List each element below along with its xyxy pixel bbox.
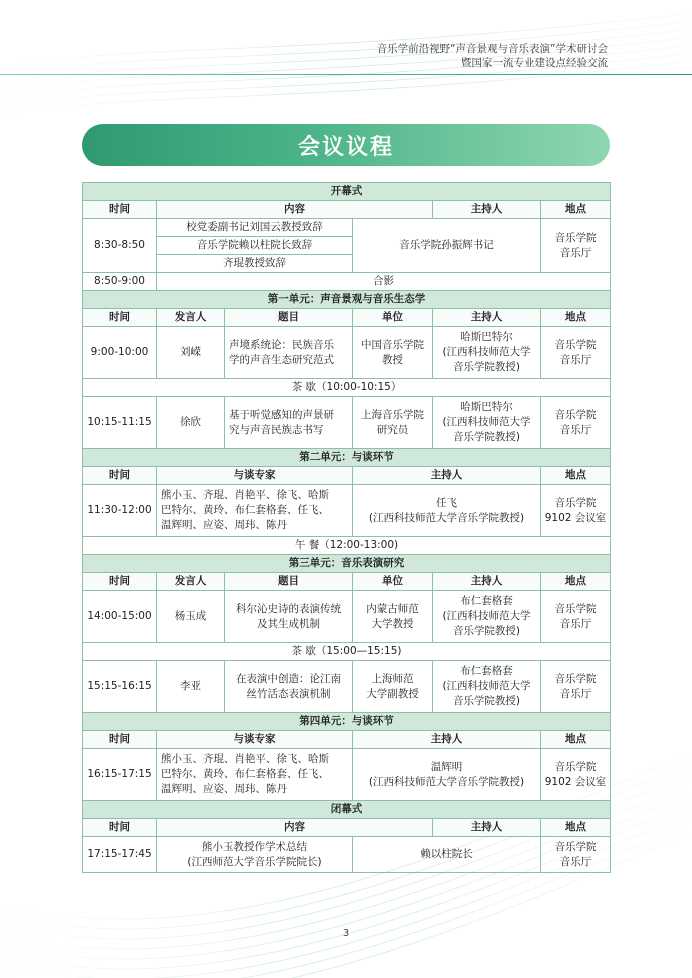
section-row-opening: 开幕式 [83,183,611,201]
header-row: 时间 内容 主持人 地点 [83,201,611,219]
table-row: 15:15-16:15 李亚 在表演中创造：论江南 丝竹活态表演机制 上海师范 大学副教授 布仁套格套 (江西科技师范大学 音乐学院教授) 音乐学院 音乐厅 [83,661,611,713]
header-row: 时间 发言人 题目 单位 主持人 地点 [83,573,611,591]
section-row-unit3: 第三单元：音乐表演研究 [83,555,611,573]
break-row: 茶 歇（15:00—15:15) [83,643,611,661]
table-row: 齐琨教授致辞 [83,255,611,273]
page-header [377,42,608,70]
table-row: 16:15-17:15 熊小玉、齐琨、肖艳平、徐飞、哈斯 巴特尔、黄玲、布仁套格套、任飞、 温辉明、应姿、周玮、陈丹 温辉明 (江西科技师范大学音乐学院教授) 音乐学院 9102 会议室 [83,749,611,801]
header-row: 时间 发言人 题目 单位 主持人 地点 [83,309,611,327]
lunch-row: 午 餐（12:00-13:00) [83,537,611,555]
section-row-unit1: 第一单元：声音景观与音乐生态学 [83,291,611,309]
table-row: 8:30-8:50 校党委副书记刘国云教授致辞 音乐学院孙振辉书记 音乐学院 音乐厅 [83,219,611,237]
section-row-unit2: 第二单元：与谈环节 [83,449,611,467]
title-banner [82,124,610,166]
table-row: 11:30-12:00 熊小玉、齐琨、肖艳平、徐飞、哈斯 巴特尔、黄玲、布仁套格套、任飞、 温辉明、应姿、周玮、陈丹 任飞 (江西科技师范大学音乐学院教授) 音乐学院 9102 会议室 [83,485,611,537]
page-title: 会议议程 [297,134,394,160]
table-row: 14:00-15:00 杨玉成 科尔沁史诗的表演传统 及其生成机制 内蒙古师范 大学教授 布仁套格套 (江西科技师范大学 音乐学院教授) 音乐学院 音乐厅 [83,591,611,643]
section-row-closing: 闭幕式 [83,801,611,819]
break-row: 茶 歇（10:00-10:15） [83,379,611,397]
header-divider [0,74,692,75]
header-row: 时间 与谈专家 主持人 地点 [83,731,611,749]
table-row: 8:50-9:00 合影 [83,273,611,291]
table-row: 音乐学院赖以柱院长致辞 [83,237,611,255]
table-row: 9:00-10:00 刘嵘 声境系统论：民族音乐 学的声音生态研究范式 中国音乐学院 教授 哈斯巴特尔 (江西科技师范大学 音乐学院教授) 音乐学院 音乐厅 [83,327,611,379]
table-row: 17:15-17:45 熊小玉教授作学术总结 (江西师范大学音乐学院院长) 赖以柱院长 音乐学院 音乐厅 [83,837,611,873]
page-number: 3 [342,928,350,939]
header-line-1: 音乐学前沿视野“声音景观与音乐表演”学术研讨会 [376,43,608,55]
agenda-table [82,182,611,873]
table-row: 10:15-11:15 徐欣 基于听觉感知的声景研 究与声音民族志书写 上海音乐学院 研究员 哈斯巴特尔 (江西科技师范大学 音乐学院教授) 音乐学院 音乐厅 [83,397,611,449]
header-line-2: 暨国家一流专业建设点经验交流 [461,57,608,69]
section-row-unit4: 第四单元：与谈环节 [83,713,611,731]
header-row: 时间 与谈专家 主持人 地点 [83,467,611,485]
header-row: 时间 内容 主持人 地点 [83,819,611,837]
